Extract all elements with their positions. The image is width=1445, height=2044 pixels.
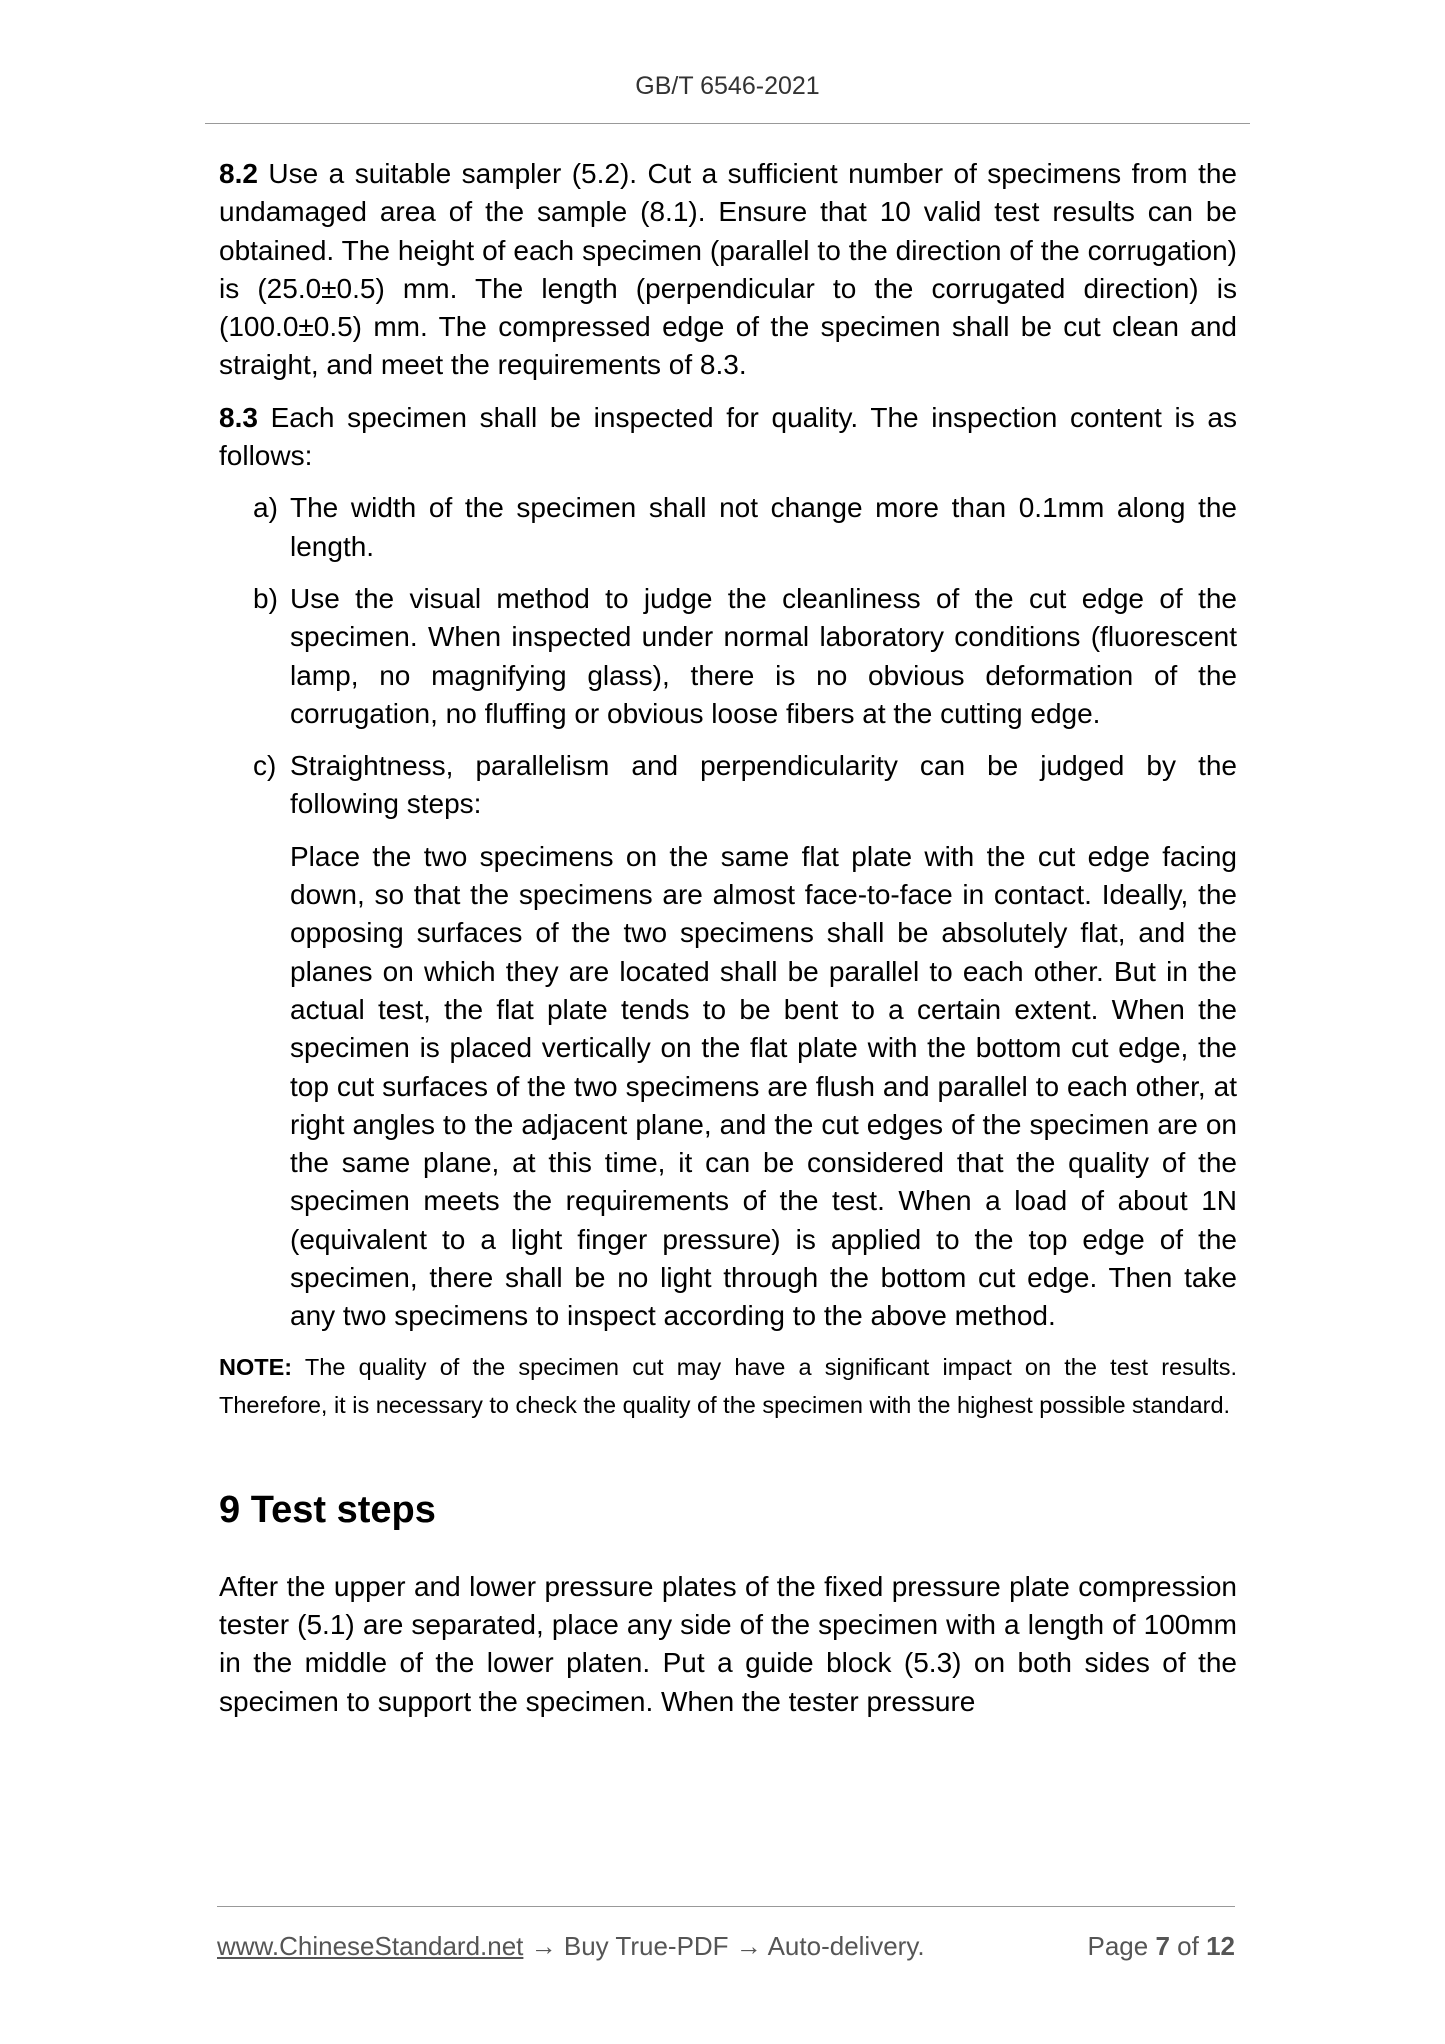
document-id: GB/T 6546-2021	[635, 72, 820, 100]
section-number: 8.3	[219, 401, 258, 433]
auto-delivery-text: Auto-delivery.	[767, 1931, 925, 1961]
section-8-3	[219, 399, 1237, 476]
arrow-icon: →	[523, 1931, 564, 1961]
note	[219, 1348, 1237, 1424]
page-indicator	[1087, 1931, 1235, 1961]
list-text: Use the visual method to judge the cleanliness of the cut edge of the specimen. When inspected under normal laboratory conditions (fluorescent lamp, no magnifying glass), there is no obvious deformation of the corrugation, no fluffing or obvious loose fibers at the cutting edge.	[290, 582, 1237, 729]
of-label: of	[1177, 1931, 1199, 1961]
arrow-icon: →	[728, 1931, 768, 1961]
inspection-list	[253, 489, 1237, 823]
list-letter: a)	[253, 492, 278, 524]
buy-pdf-text: Buy True-PDF	[563, 1931, 729, 1961]
section-8-2	[219, 155, 1237, 385]
note-label: NOTE:	[219, 1353, 293, 1380]
page-label: Page	[1087, 1931, 1149, 1961]
section-number: 8.2	[219, 158, 258, 189]
footer-links	[217, 1931, 925, 1961]
page-content	[219, 155, 1237, 1721]
list-item	[253, 580, 1237, 733]
page-header	[205, 71, 1250, 124]
page-number: 7	[1155, 1931, 1170, 1961]
section-9-text: After the upper and lower pressure plates of the fixed pressure plate compression tester (5.1) are separated, place any side of the specimen with a length of 100mm in the middle of the lower platen. Put a guide block (5.3) on both sides of the specimen to support the specimen. When the tester pressure	[219, 1570, 1237, 1717]
straightness-procedure: Place the two specimens on the same flat plate with the cut edge facing down, so that the specimens are almost face-to-face in contact. Ideally, the opposing surfaces of the two specimens shall be absolutely flat, and the planes on which they are located shall be parallel to each other. But in the actual test, the flat plate tends to be bent to a certain extent. When the specimen is placed vertically on the flat plate with the bottom cut edge, the top cut surfaces of the two specimens are flush and parallel to each other, at right angles to the adjacent plane, and the cut edges of the specimen are on the same plane, at this time, it can be considered that the quality of the specimen meets the requirements of the test. When a load of about 1N (equivalent to a light finger pressure) is applied to the top edge of the specimen, there shall be no light through the bottom cut edge. Then take any two specimens to inspect according to the above method.	[290, 840, 1237, 1332]
list-letter: c)	[253, 750, 277, 782]
list-item	[253, 747, 1237, 824]
list-letter: b)	[253, 582, 278, 614]
chinesestandard-link[interactable]: www.ChineseStandard.net	[217, 1931, 524, 1961]
page-total: 12	[1206, 1931, 1235, 1961]
section-text: Use a suitable sampler (5.2). Cut a sufficient number of specimens from the undamaged area of the sample (8.1). Ensure that 10 valid test results can be obtained. The height of each specimen (parallel to the direction of the corrugation) is (25.0±0.5) mm. The length (perpendicular to the corrugated direction) is (100.0±0.5) mm. The compressed edge of the specimen shall be cut clean and straight, and meet the requirements of 8.3.	[219, 158, 1237, 381]
page-footer	[217, 1906, 1235, 1961]
list-item	[253, 489, 1237, 566]
list-text: The width of the specimen shall not change more than 0.1mm along the length.	[290, 492, 1237, 562]
note-text: The quality of the specimen cut may have a significant impact on the test results. Therefore, it is necessary to check the quality of the specimen with the highest possible standard.	[219, 1353, 1237, 1418]
list-text: Straightness, parallelism and perpendicularity can be judged by the following steps:	[290, 750, 1237, 820]
section-9-heading: 9 Test steps	[219, 1488, 436, 1531]
section-text: Each specimen shall be inspected for quality. The inspection content is as follows:	[219, 401, 1237, 472]
